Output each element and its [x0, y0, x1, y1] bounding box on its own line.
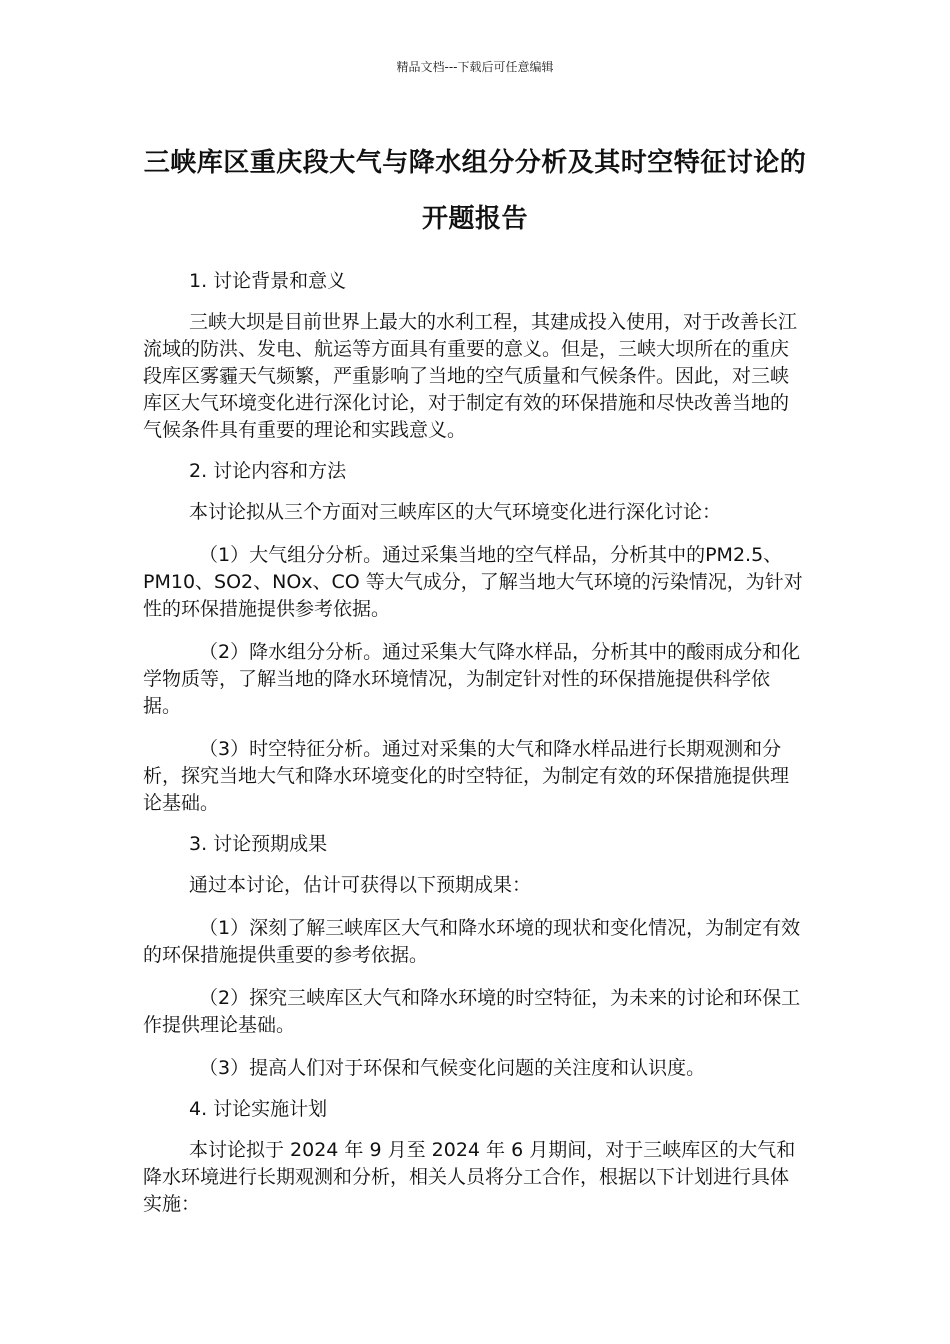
document-title: 三峡库区重庆段大气与降水组分分析及其时空特征讨论的开题报告 [143, 148, 807, 234]
paragraph: 本讨论拟从三个方面对三峡库区的大气环境变化进行深化讨论： [189, 501, 722, 523]
page-header: 精品文档---下载后可任意编辑 [396, 60, 554, 74]
list-item: （2）探究三峡库区大气和降水环境的时空特征，为未来的讨论和环保工作提供理论基础。 [143, 987, 801, 1036]
paragraph: 本讨论拟于 2024 年 9 月至 2024 年 6 月期间，对于三峡库区的大气和降水环境进行长期观测和分析，相关人员将分工合作，根据以下计划进行具体实施： [143, 1139, 796, 1215]
list-item: （1）深刻了解三峡库区大气和降水环境的现状和变化情况，为制定有效的环保措施提供重要的参考依据。 [143, 917, 801, 966]
section-heading: 4. 讨论实施计划 [189, 1098, 328, 1120]
list-item: （3）时空特征分析。通过对采集的大气和降水样品进行长期观测和分析，探究当地大气和降水环境变化的时空特征，为制定有效的环保措施提供理论基础。 [143, 738, 790, 814]
section-heading: 3. 讨论预期成果 [189, 833, 328, 855]
paragraph: 三峡大坝是目前世界上最大的水利工程，其建成投入使用，对于改善长江流域的防洪、发电、航运等方面具有重要的意义。但是，三峡大坝所在的重庆段库区雾霾天气频繁，严重影响了当地的空气质量和气候条件。因此，对三峡库区大气环境变化进行深化讨论，对于制定有效的环保措施和尽快改善当地的气候条件具有重要的理论和实践意义。 [143, 311, 798, 441]
section-heading: 2. 讨论内容和方法 [189, 460, 347, 482]
paragraph: 通过本讨论，估计可获得以下预期成果： [189, 874, 532, 896]
document-body [143, 268, 807, 1218]
section-heading: 1. 讨论背景和意义 [189, 270, 347, 292]
list-item: （2）降水组分分析。通过采集大气降水样品，分析其中的酸雨成分和化学物质等，了解当地的降水环境情况，为制定针对性的环保措施提供科学依据。 [143, 641, 801, 717]
list-item: （1）大气组分分析。通过采集当地的空气样品，分析其中的PM2.5、PM10、SO2、NOx、CO 等大气成分，了解当地大气环境的污染情况，为针对性的环保措施提供参考依据。 [143, 544, 803, 620]
list-item: （3）提高人们对于环保和气候变化问题的关注度和认识度。 [199, 1057, 706, 1079]
